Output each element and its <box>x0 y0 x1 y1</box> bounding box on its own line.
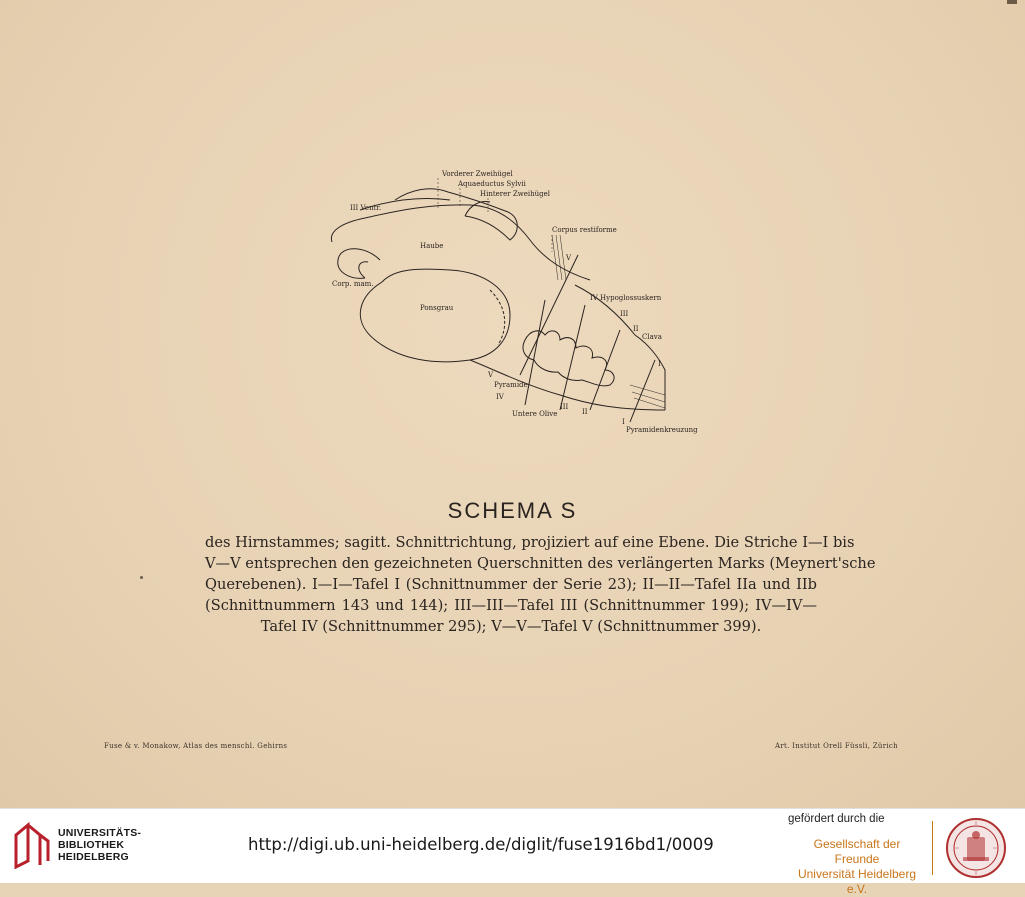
viewer-bar <box>0 808 1025 896</box>
schema-title: SCHEMA S <box>447 498 578 523</box>
logo-line: UNIVERSITÄTS- <box>58 827 142 839</box>
schema-caption <box>205 532 876 637</box>
haube-outline <box>331 205 590 280</box>
label-iii-ventr: III Ventr. <box>350 204 382 212</box>
section-line-ii <box>590 330 620 410</box>
logo-line: BIBLIOTHEK <box>58 839 125 851</box>
section-line-iii <box>560 305 585 410</box>
label-corp-mam: Corp. mam. <box>332 280 374 288</box>
label-haube: Haube <box>420 242 444 250</box>
caption-line: Querebenen). I—I—Tafel I (Schnittnummer der Serie 23); II—II—Tafel IIa und IIb <box>205 576 817 593</box>
pons-outline <box>360 269 510 362</box>
sponsor-prefix: gefördert durch die <box>788 813 885 825</box>
restiforme-hatch <box>552 235 566 280</box>
corner-mark <box>1007 0 1017 4</box>
caption-line: Tafel IV (Schnittnummer 295); V—V—Tafel V (Schnittnummer 399). <box>260 618 762 635</box>
sponsor-name-line1: Gesellschaft der Freunde <box>813 837 901 866</box>
brainstem-diagram <box>320 160 720 440</box>
corp-mam-outline <box>338 249 380 279</box>
ub-logo-icon[interactable] <box>12 821 52 869</box>
caption-line: V—V entsprechen den gezeichneten Querschnitten des verlängerten Marks (Meynert'sche <box>205 555 876 572</box>
label-iv-hypoglossuskern: IV Hypoglossuskern <box>590 294 662 302</box>
pyramidenkreuzung-hatch <box>630 385 665 408</box>
footer-publication: Fuse & v. Monakow, Atlas des menschl. Gehirns <box>104 742 288 750</box>
label-clava: Clava <box>642 333 662 341</box>
label-vorderer-zweihuegel: Vorderer Zweihügel <box>442 170 513 178</box>
caption-line: des Hirnstammes; sagitt. Schnittrichtung, projiziert auf eine Ebene. Die Striche I—I bis <box>205 534 855 551</box>
label-pyramidenkreuzung: Pyramidenkreuzung <box>626 426 698 434</box>
olive-outline <box>523 331 614 386</box>
sponsor-block[interactable] <box>788 813 922 897</box>
label-roman-iii-bottom: III <box>560 403 569 411</box>
label-roman-ii-top: II <box>633 325 639 333</box>
pons-dashed <box>490 290 505 345</box>
sponsor-divider <box>932 821 933 875</box>
corp-mam-inner <box>359 262 368 278</box>
caption-line: (Schnittnummern 143 und 144); III—III—Tafel III (Schnittnummer 199); IV—IV— <box>205 597 817 614</box>
label-roman-iv-bottom: IV <box>496 393 504 401</box>
logo-line: HEIDELBERG <box>58 851 129 863</box>
label-pyramide: Pyramide <box>494 381 528 389</box>
section-line-v <box>520 255 578 375</box>
label-roman-ii-bottom: II <box>582 408 588 416</box>
label-roman-v-bottom: V <box>488 371 494 379</box>
label-aquaeductus: Aquaeductus Sylvii <box>458 180 526 188</box>
label-roman-v-top: V <box>566 254 572 262</box>
label-untere-olive: Untere Olive <box>512 410 558 418</box>
label-roman-iii-top: III <box>620 310 629 318</box>
label-roman-i-top: I <box>658 360 661 368</box>
university-seal-icon[interactable] <box>945 817 1007 879</box>
sponsor-name-line2: Universität Heidelberg e.V. <box>797 867 917 896</box>
footer-printer: Art. Institut Orell Füssli, Zürich <box>775 742 898 750</box>
ub-logo-text[interactable] <box>58 827 141 863</box>
paper-speck <box>140 576 143 579</box>
label-corpus-restiforme: Corpus restiforme <box>552 226 617 234</box>
label-ponsgrau: Ponsgrau <box>420 304 454 312</box>
permalink-url[interactable]: http://digi.ub.uni-heidelberg.de/diglit/fuse1916bd1/0009 <box>248 835 714 854</box>
label-hinterer-zweihuegel: Hinterer Zweihügel <box>480 190 550 198</box>
label-roman-i-bottom: I <box>622 418 625 426</box>
